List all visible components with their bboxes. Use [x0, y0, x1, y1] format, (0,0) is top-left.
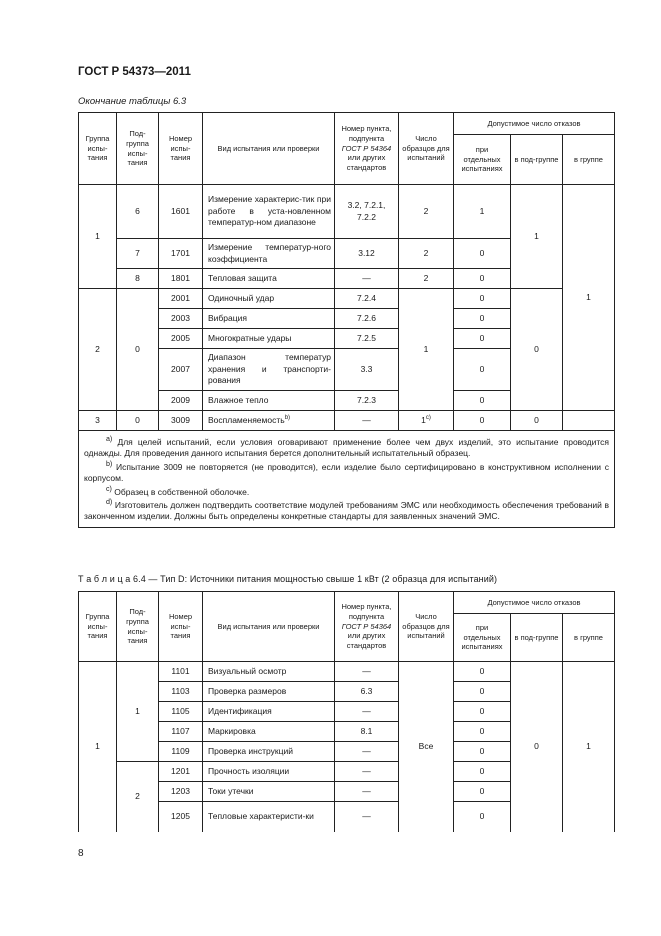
test-name-cell: Тепловые характеристи-ки	[203, 802, 335, 832]
test-name-cell: Влажное тепло	[203, 391, 335, 411]
header-samples: Число образцов для испытаний	[399, 113, 454, 185]
test-name-cell: Маркировка	[203, 722, 335, 742]
header-test-type: Вид испытания или проверки	[203, 592, 335, 662]
test-number-cell: 1105	[159, 702, 203, 722]
test-name-cell: Диапазон температур хранения и транспорти-рования	[203, 349, 335, 391]
clause-cell: —	[335, 269, 399, 289]
test-number-cell: 1107	[159, 722, 203, 742]
fail-individual-cell: 0	[454, 329, 511, 349]
clause-cell: —	[335, 802, 399, 832]
clause-cell: —	[335, 782, 399, 802]
note-text: Образец в собственной оболочке.	[114, 486, 250, 497]
fail-individual-cell: 0	[454, 802, 511, 832]
test-name-cell: Измерение температур-ного коэффициента	[203, 239, 335, 269]
notes-row	[79, 431, 615, 528]
header-clause-standard: ГОСТ Р 54364	[341, 621, 392, 631]
subgroup-fail-cell: 0	[511, 411, 563, 431]
group-cell: 3	[79, 411, 117, 431]
note-mark: c)	[106, 484, 112, 493]
test-name-cell: Прочность изоляции	[203, 762, 335, 782]
header-clause-post: или других стандартов	[346, 153, 387, 173]
samples-cell: 2	[399, 269, 454, 289]
table-6-3-caption: Окончание таблицы 6.3	[78, 96, 187, 107]
group-cell: 1	[79, 662, 117, 832]
samples-cell: 2	[399, 239, 454, 269]
note-mark: d)	[106, 497, 113, 506]
table-notes	[79, 431, 615, 528]
clause-cell: —	[335, 662, 399, 682]
test-name-cell	[203, 411, 335, 431]
test-name-cell: Многократные удары	[203, 329, 335, 349]
header-clause-post: или других стандартов	[346, 631, 387, 651]
note-a	[84, 435, 609, 460]
note-mark: a)	[106, 435, 113, 443]
test-number-cell: 2001	[159, 289, 203, 309]
clause-cell: 7.2.4	[335, 289, 399, 309]
fail-individual-cell: 0	[454, 239, 511, 269]
fail-individual-cell: 0	[454, 391, 511, 411]
subgroup-fail-cell: 0	[511, 289, 563, 411]
header-subgroup: Под-группа испы-тания	[117, 113, 159, 185]
note-b	[84, 460, 609, 485]
header-fail-group: в группе	[563, 135, 615, 185]
test-name-cell: Проверка размеров	[203, 682, 335, 702]
header-clause-standard: ГОСТ Р 54364	[341, 143, 392, 153]
test-number-cell: 2007	[159, 349, 203, 391]
header-fail-subgroup: в под-группе	[511, 135, 563, 185]
fail-individual-cell: 0	[454, 702, 511, 722]
clause-cell: 7.2.3	[335, 391, 399, 411]
test-name-text: Воспламеняемость	[208, 415, 285, 426]
test-number-cell: 1205	[159, 802, 203, 832]
header-fail-subgroup: в под-группе	[511, 614, 563, 662]
header-fail-individual: при отдельных испытаниях	[454, 614, 511, 662]
header-failures: Допустимое число отказов	[454, 113, 615, 135]
test-number-cell: 3009	[159, 411, 203, 431]
page-header-standard: ГОСТ Р 54373—2011	[78, 66, 191, 78]
test-number-cell: 1801	[159, 269, 203, 289]
clause-cell: —	[335, 411, 399, 431]
samples-cell: Все	[399, 662, 454, 832]
clause-cell: —	[335, 742, 399, 762]
fail-individual-cell: 0	[454, 782, 511, 802]
table-row	[79, 662, 615, 682]
subgroup-cell: 6	[117, 185, 159, 239]
footnote-mark-c: c)	[425, 415, 431, 422]
clause-cell: —	[335, 762, 399, 782]
fail-individual-cell: 0	[454, 762, 511, 782]
footnote-mark-b: b)	[284, 415, 291, 422]
table-6-3	[78, 112, 615, 528]
test-number-cell: 2003	[159, 309, 203, 329]
test-number-cell: 1201	[159, 762, 203, 782]
header-fail-individual: при отдельных испытаниях	[454, 135, 511, 185]
group-fail-cell: 1	[563, 662, 615, 832]
note-d	[84, 498, 609, 523]
fail-individual-cell: 0	[454, 309, 511, 329]
header-fail-group: в группе	[563, 614, 615, 662]
table-row	[79, 289, 615, 309]
clause-cell: —	[335, 702, 399, 722]
table-6-4-caption: Т а б л и ц а 6.4 — Тип D: Источники питания мощностью свыше 1 кВт (2 образца для испытаний)	[78, 574, 498, 584]
note-mark: b)	[106, 459, 113, 468]
group-fail-cell-empty	[563, 411, 615, 431]
subgroup-cell: 8	[117, 269, 159, 289]
test-number-cell: 1701	[159, 239, 203, 269]
samples-text: 1	[421, 415, 426, 426]
subgroup-fail-cell: 1	[511, 185, 563, 289]
subgroup-fail-cell: 0	[511, 662, 563, 832]
page-number: 8	[78, 848, 84, 859]
subgroup-cell: 0	[117, 411, 159, 431]
fail-individual-cell: 0	[454, 269, 511, 289]
clause-cell: 6.3	[335, 682, 399, 702]
clause-cell: 7.2.6	[335, 309, 399, 329]
clause-cell: 7.2.5	[335, 329, 399, 349]
test-number-cell: 1601	[159, 185, 203, 239]
test-number-cell: 2009	[159, 391, 203, 411]
subgroup-cell: 1	[117, 662, 159, 762]
header-group: Группа испы-тания	[79, 113, 117, 185]
group-cell: 2	[79, 289, 117, 411]
fail-individual-cell: 0	[454, 411, 511, 431]
clause-cell: 3.2, 7.2.1, 7.2.2	[335, 185, 399, 239]
note-text: Для целей испытаний, если условия оговаривают применение более чем двух изделий, это испытание проводится однажды. Для проведения данного испытания берется дополнительный испытательный образец.	[84, 436, 610, 459]
test-number-cell: 1109	[159, 742, 203, 762]
table-6-4	[78, 591, 615, 832]
table-row	[79, 411, 615, 431]
test-name-cell: Токи утечки	[203, 782, 335, 802]
test-name-cell: Одиночный удар	[203, 289, 335, 309]
clause-cell: 3.3	[335, 349, 399, 391]
fail-individual-cell: 0	[454, 349, 511, 391]
header-failures: Допустимое число отказов	[454, 592, 615, 614]
test-name-cell: Тепловая защита	[203, 269, 335, 289]
note-text: Изготовитель должен подтвердить соответствие модулей требованиям ЭМС или необходимость обеспечения требований в законченном изделии. Должны быть определены конкретные стандарты для заявленных значений ЭМС.	[84, 499, 609, 522]
note-text: Испытание 3009 не повторяется (не проводится), если изделие было сертифицировано в конструктивном исполнении с корпусом.	[84, 461, 609, 484]
header-clause-pre: Номер пункта, подпункта	[341, 124, 392, 143]
header-group: Группа испы-тания	[79, 592, 117, 662]
test-name-cell: Вибрация	[203, 309, 335, 329]
samples-cell	[399, 411, 454, 431]
group-fail-cell: 1	[563, 185, 615, 411]
clause-cell: 8.1	[335, 722, 399, 742]
fail-individual-cell: 0	[454, 289, 511, 309]
header-test-number: Номер испы-тания	[159, 113, 203, 185]
fail-individual-cell: 0	[454, 722, 511, 742]
fail-individual-cell: 0	[454, 662, 511, 682]
header-clause	[335, 113, 399, 185]
header-clause	[335, 592, 399, 662]
test-name-cell: Идентификация	[203, 702, 335, 722]
fail-individual-cell: 0	[454, 682, 511, 702]
test-number-cell: 1103	[159, 682, 203, 702]
test-number-cell: 2005	[159, 329, 203, 349]
clause-cell: 3.12	[335, 239, 399, 269]
header-subgroup: Под-группа испы-тания	[117, 592, 159, 662]
test-name-cell: Визуальный осмотр	[203, 662, 335, 682]
header-clause-pre: Номер пункта, подпункта	[341, 602, 392, 621]
header-samples: Число образцов для испытаний	[399, 592, 454, 662]
samples-cell: 1	[399, 289, 454, 411]
test-name-cell: Проверка инструкций	[203, 742, 335, 762]
fail-individual-cell: 0	[454, 742, 511, 762]
header-test-type: Вид испытания или проверки	[203, 113, 335, 185]
samples-cell: 2	[399, 185, 454, 239]
group-cell: 1	[79, 185, 117, 289]
table-row	[79, 185, 615, 239]
test-number-cell: 1101	[159, 662, 203, 682]
fail-individual-cell: 1	[454, 185, 511, 239]
note-c	[84, 485, 609, 498]
header-test-number: Номер испы-тания	[159, 592, 203, 662]
subgroup-cell: 2	[117, 762, 159, 832]
subgroup-cell: 0	[117, 289, 159, 411]
subgroup-cell: 7	[117, 239, 159, 269]
test-number-cell: 1203	[159, 782, 203, 802]
test-name-cell: Измерение характерис-тик при работе в уста-новленном температур-ном диапазоне	[203, 185, 335, 239]
